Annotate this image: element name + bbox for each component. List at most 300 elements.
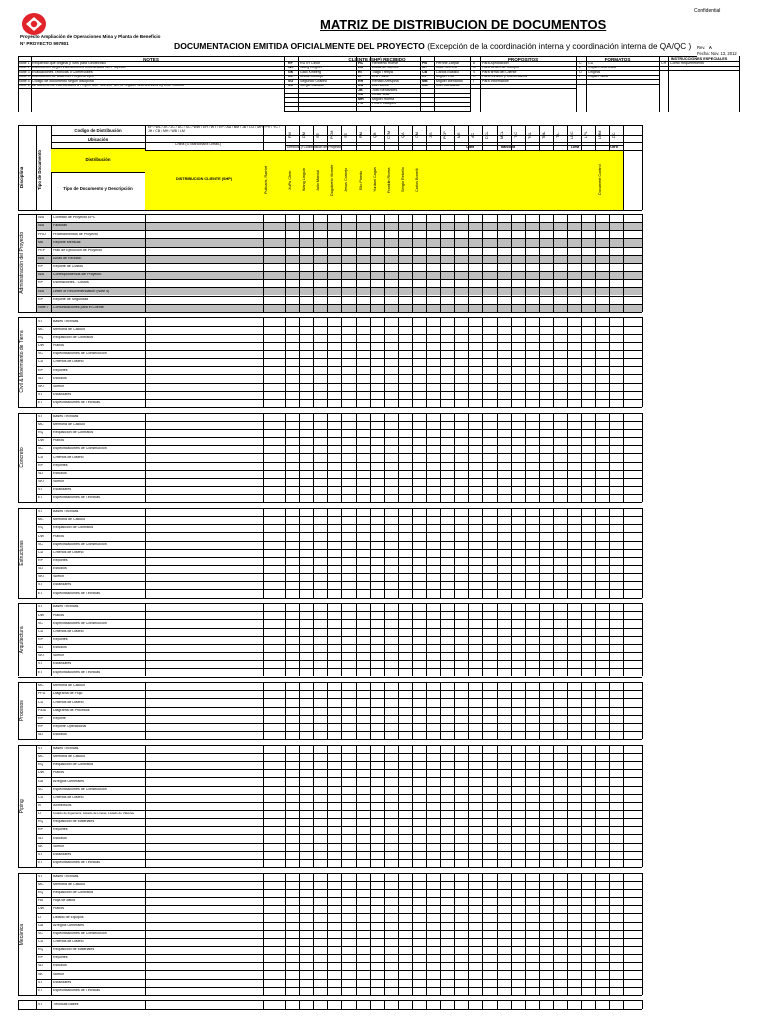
doc-type-description: Requisición de Contratos: [53, 891, 94, 895]
doc-type-code: RQ: [38, 431, 44, 435]
grid-line: [511, 745, 512, 867]
grid-line: [299, 317, 300, 407]
doc-type-description: Criterios de Diseño: [53, 700, 84, 704]
column-recipient-name: Yurdani Cagas: [372, 167, 377, 193]
grid-line: [18, 413, 642, 414]
grid-line: [356, 682, 357, 739]
grid-line: [370, 317, 371, 407]
doc-type-code: ST: [38, 319, 43, 323]
grid-line: [426, 214, 427, 312]
grid-line: [539, 317, 540, 407]
doc-type-code: SD: [38, 733, 43, 737]
grid-line: [36, 668, 642, 669]
format-code: E: [579, 66, 582, 70]
doc-type-description: Especificaciones de Técnicas: [53, 670, 101, 674]
purpose-text: Para Aprobacion: [482, 61, 509, 65]
grid-line: [313, 745, 314, 867]
column-code: SE: [344, 132, 349, 138]
doc-type-code: RQ: [38, 820, 44, 824]
recipient-name: Carlos Bustillo: [436, 70, 459, 74]
grid-line: [567, 873, 568, 995]
doc-type-code: CD: [38, 795, 44, 799]
grid-line: [426, 603, 427, 676]
doc-type-description: Correspondencia del Proyecto: [53, 273, 102, 277]
section-discipline-label: Civil & Movimiento de Tierra: [19, 331, 25, 394]
doc-type-description: Criterios de Diseño: [53, 455, 84, 459]
doc-type-code: DW: [38, 439, 44, 443]
grid-line: [36, 279, 642, 280]
purpose-text: Para firma del Cliente: [482, 70, 517, 74]
grid-line: [36, 603, 37, 676]
grid-line: [370, 873, 371, 995]
grid-line: [51, 148, 145, 149]
grid-line: [525, 508, 526, 598]
grid-line: [341, 603, 342, 676]
grid-line: [595, 603, 596, 676]
doc-type-description: Diagrama de Procesos: [53, 708, 90, 712]
doc-type-code: CD: [38, 455, 44, 459]
grid-line: [36, 753, 642, 754]
doc-type-code: ET: [38, 670, 43, 674]
grid-line: [145, 873, 146, 995]
doc-type-code: N/A: [38, 224, 44, 228]
doc-type-description: Requisición de Materiales: [53, 820, 95, 824]
grid-line: [609, 682, 610, 739]
doc-type-description: Comunicaciones para el Cliente: [53, 305, 104, 309]
grid-line: [440, 603, 441, 676]
grid-line: [609, 214, 610, 312]
grid-line: [36, 851, 642, 852]
grid-line: [454, 317, 455, 407]
grid-line: [36, 532, 642, 533]
grid-line: [327, 1000, 328, 1008]
doc-type-description: Sketch: [53, 575, 64, 579]
doc-type-code: ET: [38, 861, 43, 865]
grid-line: [36, 391, 642, 392]
grid-line: [482, 317, 483, 407]
note-id: Note 4: [19, 75, 30, 79]
grid-line: [398, 873, 399, 995]
grid-line: [18, 317, 642, 318]
doc-type-description: Planos: [53, 771, 64, 775]
company-logo: [21, 12, 47, 36]
recipient-code: DB: [358, 84, 364, 88]
grid-line: [454, 873, 455, 995]
recipient-name: Carl Montalban: [436, 84, 461, 88]
recipient-name: Gaio Kinberg: [300, 70, 321, 74]
recipient-name: Cesar Diaz: [372, 93, 390, 97]
doc-type-description: Bases Técnicas: [53, 605, 79, 609]
grid-line: [525, 682, 526, 739]
purpose-code: A: [473, 61, 476, 65]
grid-line: [609, 508, 610, 598]
doc-type-code: ST: [38, 510, 43, 514]
recipient-code: RI: [358, 70, 362, 74]
grid-line: [36, 541, 642, 542]
recipient-code: SC: [288, 84, 293, 88]
grid-line: [36, 652, 642, 653]
column-code: TML: [541, 131, 546, 139]
grid-line: [539, 745, 540, 867]
grid-line: [36, 342, 642, 343]
distribucion-label: Distribución: [85, 157, 111, 162]
doc-type-code: MA: [38, 240, 44, 244]
grid-line: [36, 581, 642, 582]
grid-line: [51, 603, 52, 676]
grid-line: [468, 1000, 469, 1008]
grid-line: [595, 317, 596, 407]
grid-line: [525, 873, 526, 995]
grid-line: [426, 508, 427, 598]
grid-line: [470, 56, 471, 112]
column-code: MCL: [499, 130, 504, 140]
grid-line: [370, 682, 371, 739]
grid-line: [356, 745, 357, 867]
column-recipient-name: Wang Lingxin: [302, 168, 307, 192]
grid-line: [470, 88, 576, 89]
doc-type-description: Actas de Reunión: [53, 256, 82, 260]
grid-line: [581, 508, 582, 598]
format-text: Copia Electronica: [588, 66, 617, 70]
grid-line: [36, 557, 642, 558]
grid-line: [263, 1000, 264, 1008]
grid-line: [553, 508, 554, 598]
ubicacion-label: Ubicación: [87, 137, 109, 142]
grid-line: [609, 745, 610, 867]
grid-line: [263, 317, 264, 407]
grid-line: [285, 873, 286, 995]
grid-line: [468, 682, 469, 739]
column-recipient-name: XuPu Chen: [288, 170, 292, 190]
grid-line: [370, 1000, 371, 1008]
grid-line: [36, 255, 642, 256]
grid-line: [18, 502, 642, 503]
grid-line: [18, 407, 642, 408]
grid-line: [36, 222, 642, 223]
grid-line: [567, 745, 568, 867]
grid-line: [36, 897, 642, 898]
grid-line: [398, 214, 399, 312]
grid-line: [356, 214, 357, 312]
grid-line: [370, 745, 371, 867]
group-ultra: Ultra: [466, 146, 475, 149]
grid-line: [36, 619, 642, 620]
doc-type-description: Memoria de Cálculo: [53, 755, 85, 759]
doc-type-code: SKT: [38, 480, 45, 484]
note-id: Note 6: [19, 84, 30, 88]
grid-line: [51, 317, 52, 407]
grid-line: [384, 873, 385, 995]
section-discipline-label: Piping: [19, 798, 25, 813]
doc-type-description: Planos: [53, 439, 64, 443]
disciplina-label: Disciplina: [19, 166, 24, 189]
grid-line: [468, 603, 469, 676]
grid-line: [341, 745, 342, 867]
grid-line: [576, 56, 577, 112]
grid-line: [426, 413, 427, 503]
doc-type-code: SC: [38, 787, 43, 791]
grid-line: [36, 238, 642, 239]
doc-type-description: Memoria de Cálculo: [53, 518, 85, 522]
column-code: DCL: [485, 131, 490, 139]
doc-type-code: Note 7: [38, 305, 49, 309]
doc-type-code: ST: [38, 746, 43, 750]
note-text: Distribución de Data Del Proyecto Ejec: [32, 75, 94, 79]
grid-line: [511, 214, 512, 312]
grid-line: [299, 682, 300, 739]
group-otro: Otro: [610, 146, 618, 149]
group-lima: Lima: [571, 146, 580, 149]
grid-line: [51, 745, 52, 867]
recipient-name: Jose Herrera: [436, 66, 457, 70]
doc-type-description: Especificaciones de Construcción: [53, 621, 107, 625]
grid-line: [36, 326, 642, 327]
grid-line: [356, 873, 357, 995]
grid-line: [36, 707, 642, 708]
column-code: DC: [612, 132, 617, 138]
grid-line: [497, 603, 498, 676]
grid-line: [482, 508, 483, 598]
grid-line: [581, 1000, 582, 1008]
grid-line: [623, 413, 624, 503]
grid-line: [263, 508, 264, 598]
grid-line: [18, 603, 642, 604]
grid-line: [341, 682, 342, 739]
grid-line: [36, 962, 642, 963]
grid-line: [511, 413, 512, 503]
grid-line: [36, 826, 642, 827]
grid-line: [18, 873, 642, 874]
grid-line: [36, 247, 642, 248]
grid-line: [642, 317, 643, 407]
grid-line: [327, 873, 328, 995]
section-discipline-label: Arquitectura: [19, 626, 25, 654]
grid-line: [285, 214, 286, 312]
date-value: Nov. 13, 2012: [710, 51, 737, 56]
grid-line: [36, 881, 642, 882]
grid-line: [51, 172, 145, 173]
doc-type-description: Arreglos Generales: [53, 923, 84, 927]
doc-type-description: Estandares: [53, 662, 72, 666]
doc-type-code: RP: [38, 637, 43, 641]
grid-line: [539, 873, 540, 995]
group-label: Dirección y Coordinación del Proyecto: [287, 146, 342, 149]
doc-type-code: RQ: [38, 948, 44, 952]
doc-type-code: ST: [38, 583, 43, 587]
doc-type-description: Bases Técnicas: [53, 319, 79, 323]
grid-line: [511, 1000, 512, 1008]
doc-type-code: DW: [38, 344, 44, 348]
format-code: C: [579, 61, 582, 65]
column-code: TCL: [527, 131, 532, 139]
recipient-code: JC: [288, 75, 293, 79]
grid-line: [36, 296, 642, 297]
doc-type-code: ST: [38, 1002, 43, 1006]
column-code: PCM: [330, 130, 335, 140]
confidential-label: Confidential: [694, 8, 721, 14]
grid-line: [468, 317, 469, 407]
recipient-name: Eduardo Ruenez: [372, 66, 399, 70]
grid-line: [284, 106, 470, 107]
grid-line: [659, 70, 739, 71]
grid-line: [384, 214, 385, 312]
doc-type-code: SD: [38, 471, 43, 475]
grid-line: [595, 214, 596, 312]
column-code: AC: [471, 132, 476, 138]
grid-line: [642, 745, 643, 867]
doc-type-description: Facturas: [53, 224, 67, 228]
grid-line: [426, 317, 427, 407]
grid-line: [327, 682, 328, 739]
grid-line: [454, 413, 455, 503]
grid-line: [384, 413, 385, 503]
grid-line: [623, 508, 624, 598]
column-recipient-name: Franklin Rivera: [386, 167, 391, 193]
note-id: Note 5: [19, 79, 30, 83]
doc-type-description: Reporte: [53, 716, 66, 720]
grid-line: [36, 214, 37, 312]
section-discipline-label: Mecánica: [19, 923, 25, 945]
grid-line: [145, 682, 146, 739]
rev-label: Rev.: [697, 45, 706, 50]
doc-type-code: ET: [38, 401, 43, 405]
grid-line: [36, 287, 642, 288]
grid-line: [454, 214, 455, 312]
grid-line: [36, 946, 642, 947]
grid-line: [595, 1000, 596, 1008]
column-code: LPL: [584, 131, 589, 139]
column-code: RM: [358, 132, 363, 138]
grid-line: [440, 508, 441, 598]
grid-line: [18, 682, 642, 683]
grid-line: [18, 739, 642, 740]
column-code: DM: [302, 132, 307, 138]
grid-line: [313, 1000, 314, 1008]
grid-line: [426, 1000, 427, 1008]
recipient-code: CD: [358, 93, 364, 97]
grid-line: [341, 413, 342, 503]
grid-line: [525, 603, 526, 676]
grid-line: [497, 317, 498, 407]
doc-type-code: MC: [38, 327, 44, 331]
grid-line: [567, 214, 568, 312]
recipient-code: RR: [358, 79, 364, 83]
grid-line: [576, 84, 659, 85]
column-code: JIS: [429, 132, 433, 138]
grid-line: [398, 413, 399, 503]
grid-line: [36, 905, 642, 906]
doc-type-code: RP: [38, 725, 43, 729]
grid-line: [497, 873, 498, 995]
purpose-code: S: [473, 70, 476, 74]
doc-type-description: Reportes: [53, 463, 68, 467]
grid-line: [454, 1000, 455, 1008]
grid-line: [609, 873, 610, 995]
column-recipient-name: Dagoberto Vicente: [330, 164, 335, 196]
doc-type-description: Sketch: [53, 654, 64, 658]
grid-line: [36, 462, 642, 463]
doc-type-description: Bases Técnicas: [53, 414, 79, 418]
grid-line: [539, 1000, 540, 1008]
tipo-documento-label: Tipo de Documento: [37, 149, 42, 191]
note-id: Note 2: [19, 66, 30, 70]
grid-line: [642, 214, 643, 312]
recipient-name: Jesus Cornejo: [300, 75, 323, 79]
doc-type-code: SKT: [38, 575, 45, 579]
column-code: PM: [288, 132, 292, 138]
grid-line: [356, 603, 357, 676]
grid-line: [356, 317, 357, 407]
grid-line: [327, 413, 328, 503]
grid-line: [642, 508, 643, 598]
doc-type-description: Sketch: [53, 844, 64, 848]
recipient-name: Tiago Trebya: [372, 70, 393, 74]
grid-line: [525, 1000, 526, 1008]
recipient-name: Perrine Zarpar: [436, 61, 460, 65]
doc-type-code: CD: [38, 550, 44, 554]
format-text: CD: [588, 61, 594, 65]
group-marcona: Marcona: [500, 146, 516, 149]
recipient-name: Miguel Triol: [436, 75, 455, 79]
doc-type-description: Bases Técnicas: [53, 874, 79, 878]
recipient-name: Miguel Huerta: [372, 97, 395, 101]
grid-line: [553, 603, 554, 676]
purpose-code: I: [473, 79, 474, 83]
grid-line: [313, 603, 314, 676]
grid-line: [511, 873, 512, 995]
column-code: QA: [400, 132, 405, 138]
grid-line: [370, 603, 371, 676]
recipient-code: EB: [358, 66, 363, 70]
client-distribution-label: DISTRIBUCION CLIENTE (SHP): [175, 177, 233, 181]
grid-line: [263, 873, 264, 995]
grid-line: [263, 413, 264, 503]
grid-line: [36, 834, 642, 835]
recipient-code: RT: [422, 75, 427, 79]
doc-type-code: RQ: [38, 891, 44, 895]
recipient-name: Sergio Caballo: [300, 84, 324, 88]
format-code: P: [579, 75, 582, 79]
grid-line: [539, 413, 540, 503]
doc-type-description: Especificaciones de Técnicas: [53, 861, 101, 865]
section-discipline-label: Administración del Proyecto: [19, 231, 25, 294]
grid-line: [623, 214, 624, 312]
grid-line: [284, 111, 470, 112]
doc-type-description: Requisición de Contratos: [53, 526, 94, 530]
grid-line: [341, 508, 342, 598]
doc-type-description: Criterios de Diseño: [53, 940, 84, 943]
doc-type-code: SD: [38, 964, 43, 968]
grid-line: [18, 677, 642, 678]
instruction-code: CR: [661, 61, 667, 65]
grid-line: [36, 723, 642, 724]
doc-type-description: Requisición de Contratos: [53, 335, 94, 339]
grid-line: [36, 682, 37, 739]
grid-line: [36, 745, 37, 867]
grid-line: [482, 214, 483, 312]
grid-line: [145, 1000, 146, 1008]
grid-line: [370, 214, 371, 312]
grid-line: [497, 682, 498, 739]
grid-line: [285, 508, 286, 598]
grid-line: [581, 413, 582, 503]
grid-line: [356, 413, 357, 503]
grid-line: [36, 794, 642, 795]
grid-line: [36, 954, 642, 955]
doc-type-description: Planos: [53, 534, 64, 538]
doc-type-code: PFD: [38, 692, 46, 696]
project-number: N° PROYECTO 997801: [20, 41, 69, 46]
